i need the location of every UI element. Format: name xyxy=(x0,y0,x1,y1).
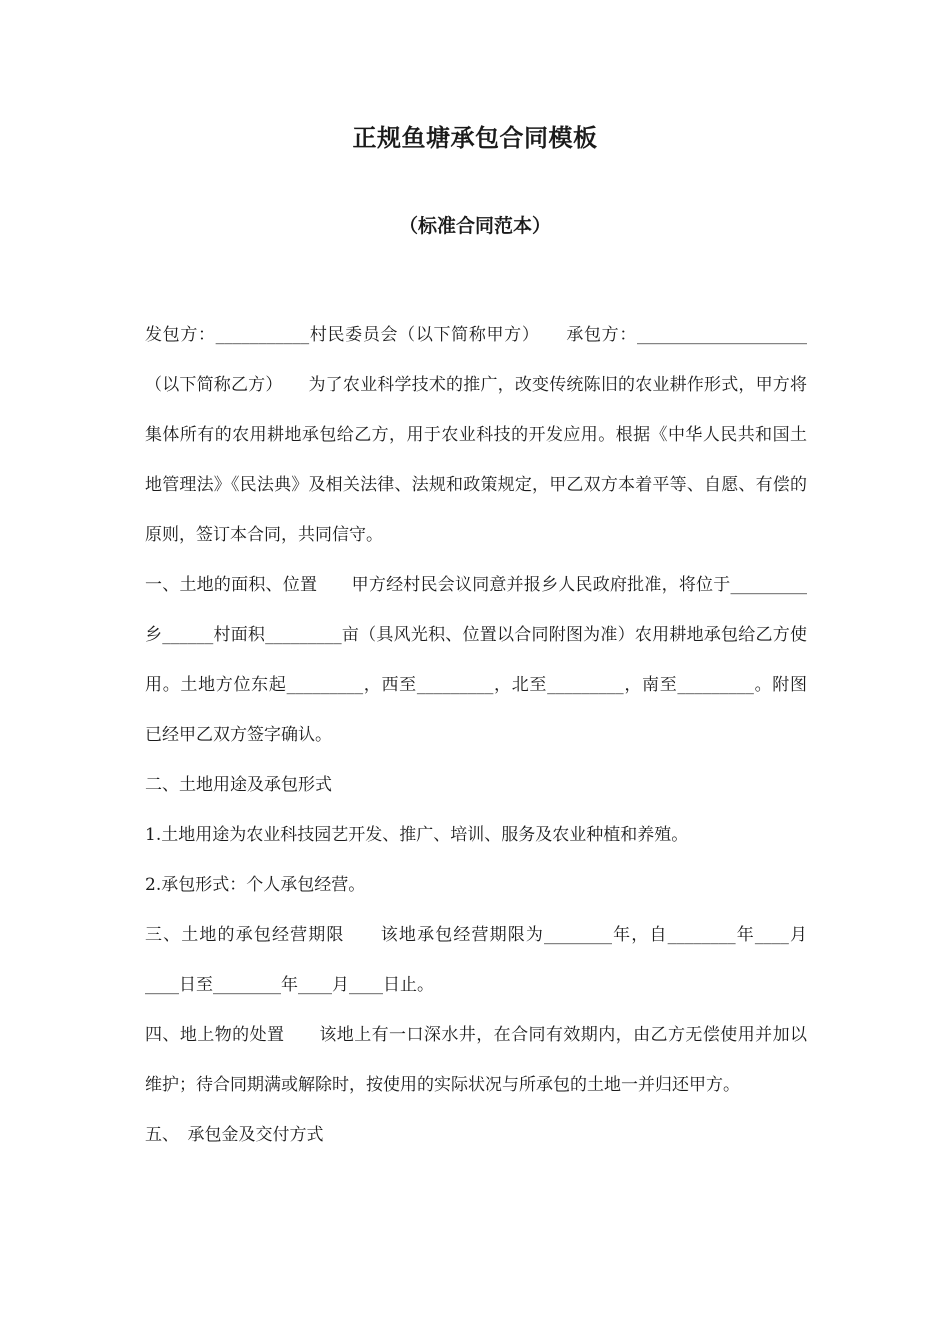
document-title: 正规鱼塘承包合同模板 xyxy=(352,124,598,152)
paragraph-section-2-item-2: 2.承包形式：个人承包经营。 xyxy=(145,875,366,895)
paragraph-section-4: 四、地上物的处置 该地上有一口深水井，在合同有效期内，由乙方无偿使用并加以维护；待合同期满或解除时，按使用的实际状况与所承包的土地一并归还甲方。 xyxy=(145,1025,807,1095)
paragraph-section-5-heading: 五、 承包金及交付方式 xyxy=(145,1125,324,1145)
paragraph-section-3: 三、土地的承包经营期限 该地承包经营期限为________年，自________年____月____日至________年____月____日止。 xyxy=(145,925,807,995)
document-subtitle: （标准合同范本） xyxy=(398,215,551,237)
paragraph-section-1: 一、土地的面积、位置 甲方经村民会议同意并报乡人民政府批准，将位于_________乡______村面积_________亩（具风光积、位置以合同附图为准）农用耕地承包给乙方使用。土地方位东起_________，西至_________，北至_________，南至_________。附图已经甲乙双方签字确认。 xyxy=(145,575,807,745)
paragraph-preamble: 发包方：___________村民委员会（以下简称甲方） 承包方：____________________（以下简称乙方） 为了农业科学技术的推广，改变传统陈旧的农业耕作形式，甲方将集体所有的农用耕地承包给乙方，用于农业科技的开发应用。根据《中华人民共和国土地管理法》《民法典》及相关法律、法规和政策规定，甲乙双方本着平等、自愿、有偿的原则，签订本合同，共同信守。 xyxy=(145,325,807,545)
paragraph-section-2-heading: 二、土地用途及承包形式 xyxy=(145,775,332,795)
paragraph-section-2-item-1: 1.土地用途为农业科技园艺开发、推广、培训、服务及农业种植和养殖。 xyxy=(145,825,689,845)
document-body xyxy=(145,310,807,1160)
